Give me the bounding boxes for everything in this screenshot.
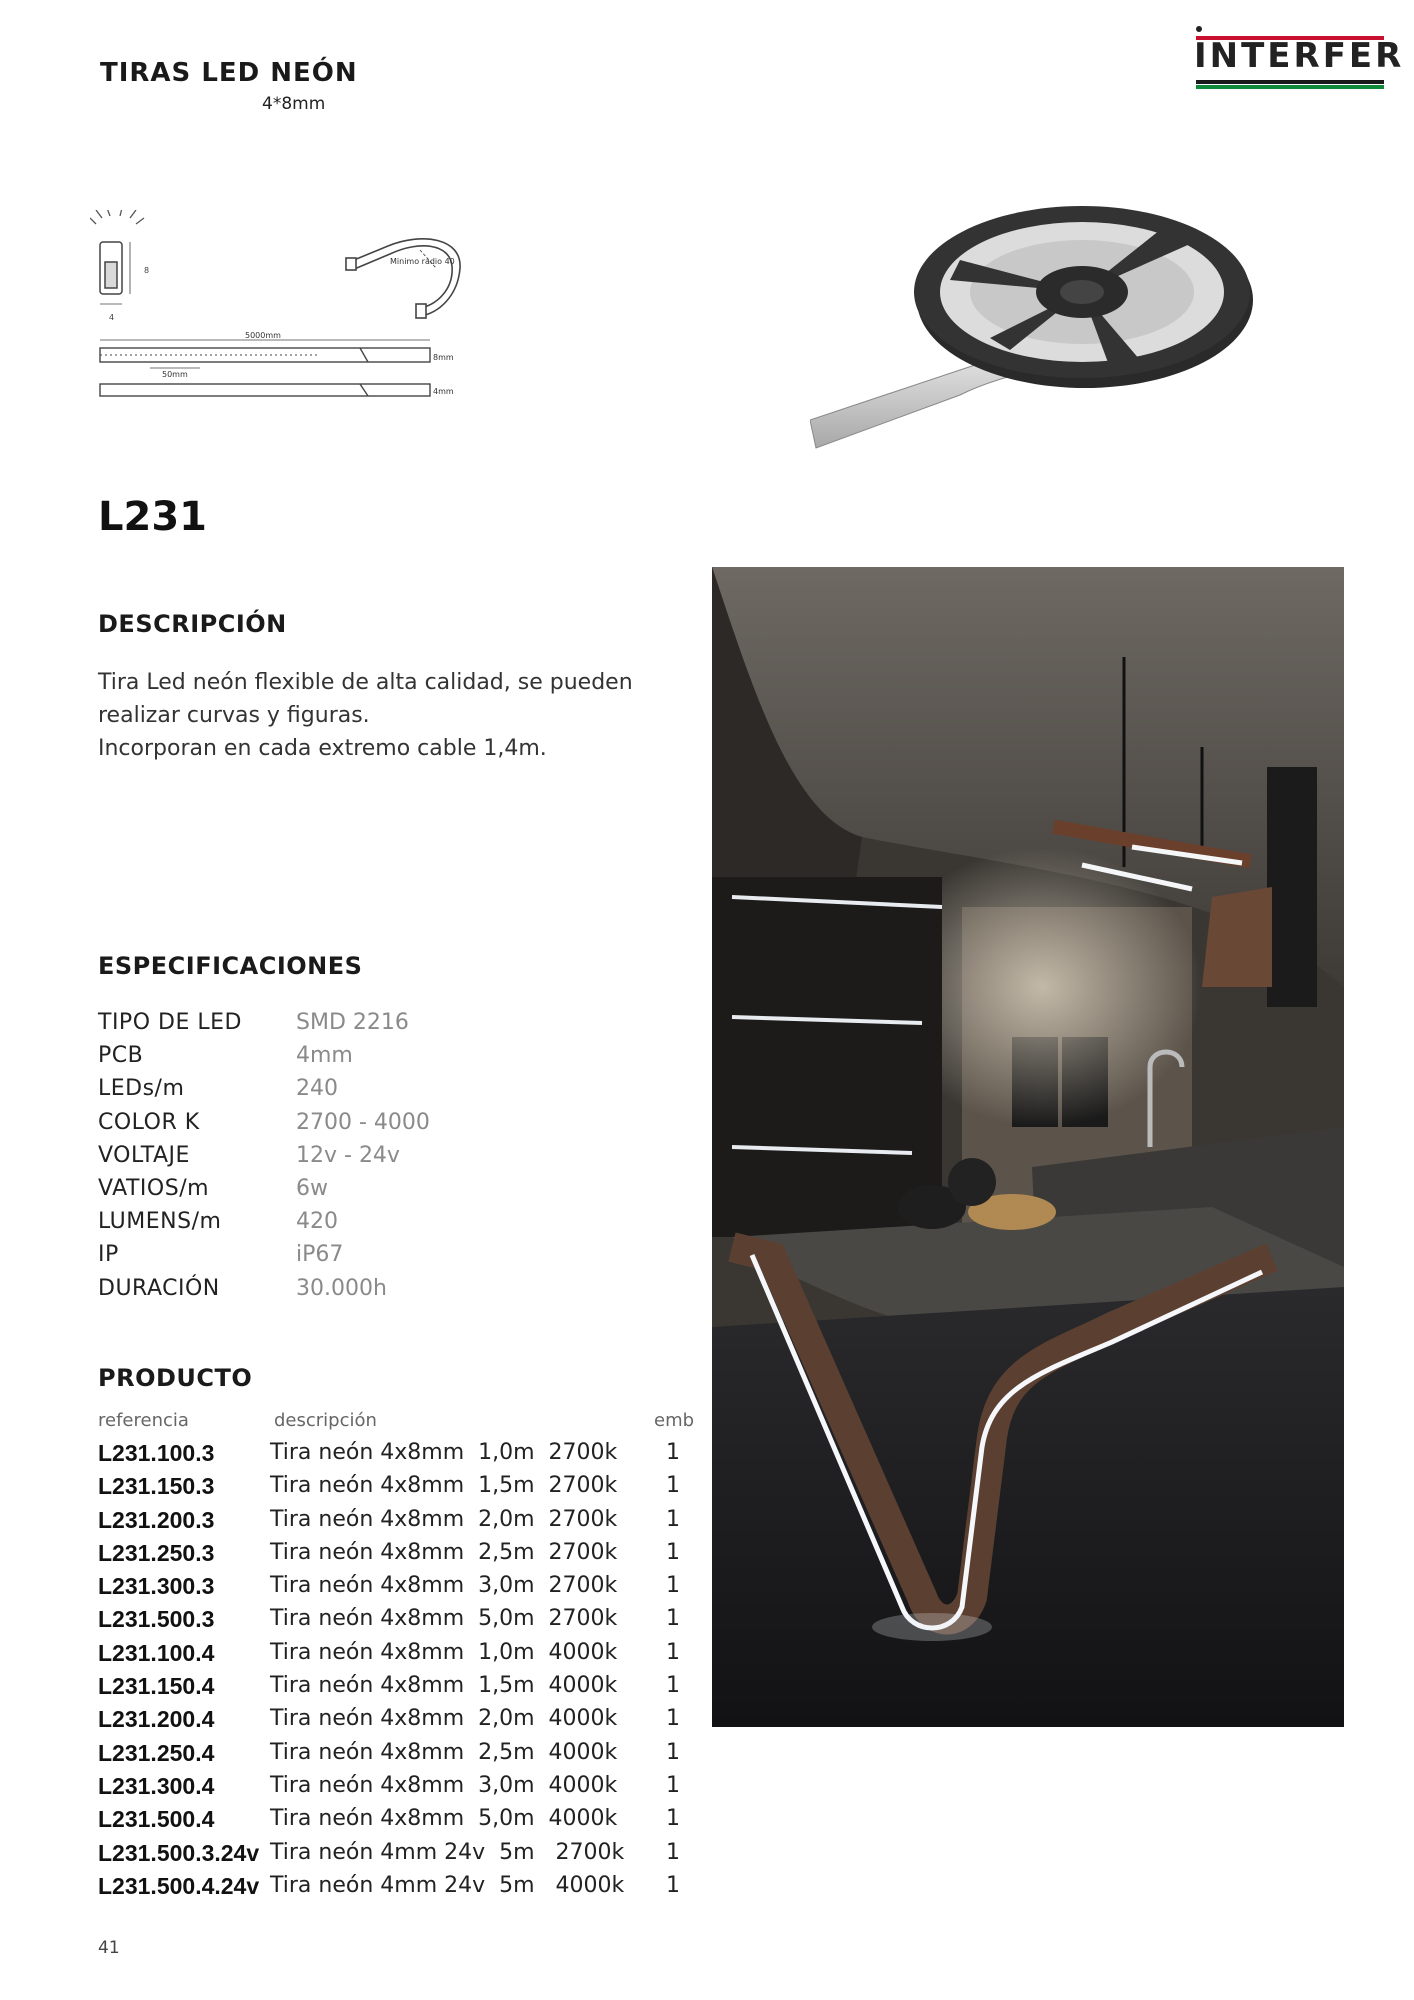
product-emb: 1: [666, 1772, 680, 1798]
description-line: Tira Led neón flexible de alta calidad, se pueden: [98, 670, 633, 695]
product-ref: L231.100.4: [98, 1639, 215, 1666]
product-ref: L231.250.3: [98, 1539, 215, 1566]
product-emb: 1: [666, 1706, 680, 1732]
logo-green-bar: [1196, 85, 1384, 89]
product-ref: L231.150.4: [98, 1673, 215, 1700]
spec-value: SMD 2216: [296, 1010, 409, 1035]
side-width-label: 4mm: [433, 387, 454, 396]
spec-key: LEDs/m: [98, 1076, 185, 1102]
spec-key: LUMENS/m: [98, 1209, 222, 1235]
product-rows: [98, 1440, 698, 1906]
table-row: [98, 1440, 698, 1473]
spec-row: [98, 1172, 430, 1205]
table-row: [98, 1773, 698, 1806]
page-title: TIRAS LED NEÓN: [100, 58, 358, 88]
product-ref: L231.100.3: [98, 1440, 215, 1466]
table-row: [98, 1740, 698, 1773]
spec-value: 12v - 24v: [296, 1142, 400, 1168]
product-ref: L231.250.4: [98, 1739, 215, 1766]
spec-key: IP: [98, 1242, 119, 1268]
product-emb: 1: [666, 1440, 680, 1465]
spec-row: [98, 1205, 430, 1238]
product-emb: 1: [666, 1573, 680, 1599]
specs-heading: ESPECIFICACIONES: [98, 952, 363, 980]
product-table: [98, 1410, 698, 1906]
product-ref: L231.300.3: [98, 1573, 215, 1600]
spec-value: iP67: [296, 1242, 344, 1268]
logo-dot: [1196, 26, 1202, 32]
product-desc: Tira neón 4x8mm 2,5m 2700k: [270, 1539, 618, 1565]
strip-length-label: 5000mm: [245, 331, 281, 340]
spec-key: TIPO DE LED: [98, 1010, 242, 1035]
table-row: [98, 1640, 698, 1673]
spec-value: 420: [296, 1209, 338, 1235]
product-code: L231: [98, 494, 207, 540]
product-emb: 1: [666, 1506, 680, 1532]
product-heading: PRODUCTO: [98, 1364, 253, 1392]
table-row: [98, 1873, 698, 1906]
led-reel-image: [810, 200, 1280, 450]
table-row: [98, 1840, 698, 1873]
spec-key: VOLTAJE: [98, 1142, 190, 1168]
product-emb: 1: [666, 1539, 680, 1565]
product-emb: 1: [666, 1473, 680, 1499]
product-emb: 1: [666, 1673, 680, 1699]
bend-radius-label: Minimo radio 40: [390, 257, 455, 266]
brand-logo: [1194, 26, 1405, 88]
product-emb: 1: [666, 1872, 680, 1898]
light-rays-icon: [90, 210, 144, 224]
product-desc: Tira neón 4x8mm 3,0m 4000k: [270, 1772, 618, 1798]
spec-row: [98, 1238, 430, 1271]
product-desc: Tira neón 4x8mm 1,5m 4000k: [270, 1673, 618, 1699]
description-line: realizar curvas y figuras.: [98, 703, 370, 728]
product-emb: 1: [666, 1639, 680, 1665]
spec-value: 2700 - 4000: [296, 1109, 430, 1135]
product-ref: L231.200.4: [98, 1706, 215, 1733]
product-ref: L231.500.4.24v: [98, 1872, 260, 1899]
product-emb: 1: [666, 1806, 680, 1832]
product-ref: L231.150.3: [98, 1473, 215, 1500]
product-desc: Tira neón 4x8mm 2,5m 4000k: [270, 1739, 618, 1765]
description-text: [98, 666, 658, 765]
table-row: [98, 1673, 698, 1706]
product-desc: Tira neón 4mm 24v 5m 4000k: [270, 1872, 625, 1898]
col-emb-header: emb: [654, 1410, 695, 1431]
spec-value: 240: [296, 1076, 338, 1102]
product-emb: 1: [666, 1739, 680, 1765]
spec-key: VATIOS/m: [98, 1175, 210, 1201]
product-desc: Tira neón 4x8mm 2,0m 2700k: [270, 1506, 618, 1532]
technical-diagram: [90, 210, 470, 410]
spec-row: [98, 1006, 430, 1039]
spec-value: 30.000h: [296, 1275, 387, 1301]
product-ref: L231.200.3: [98, 1506, 215, 1533]
kitchen-photo: [712, 567, 1344, 1727]
col-ref-header: referencia: [98, 1410, 189, 1431]
spec-row: [98, 1039, 430, 1072]
spec-value: 6w: [296, 1175, 328, 1201]
logo-text: INTERFER: [1194, 36, 1405, 76]
spec-key: COLOR K: [98, 1109, 200, 1135]
product-desc: Tira neón 4mm 24v 5m 2700k: [270, 1839, 625, 1865]
dim-width-label: 4: [109, 313, 115, 322]
table-row: [98, 1573, 698, 1606]
product-ref: L231.500.3: [98, 1606, 215, 1633]
table-row: [98, 1540, 698, 1573]
spec-row: [98, 1272, 430, 1305]
product-ref: L231.500.3.24v: [98, 1839, 260, 1866]
product-desc: Tira neón 4x8mm 2,0m 4000k: [270, 1706, 618, 1732]
spec-key: DURACIÓN: [98, 1275, 220, 1301]
product-desc: Tira neón 4x8mm 5,0m 2700k: [270, 1606, 618, 1632]
table-row: [98, 1507, 698, 1540]
table-row: [98, 1606, 698, 1639]
table-row: [98, 1806, 698, 1839]
product-emb: 1: [666, 1606, 680, 1632]
spec-row: [98, 1139, 430, 1172]
table-row: [98, 1473, 698, 1506]
spec-row: [98, 1072, 430, 1105]
product-desc: Tira neón 4x8mm 1,0m 4000k: [270, 1639, 618, 1665]
bend-radius-icon: [346, 239, 460, 318]
product-desc: Tira neón 4x8mm 5,0m 4000k: [270, 1806, 618, 1832]
product-emb: 1: [666, 1839, 680, 1865]
page-number: 41: [98, 1938, 120, 1958]
strip-side-view-icon: [100, 340, 430, 396]
page-subtitle: 4*8mm: [262, 94, 326, 114]
logo-black-bar: [1196, 80, 1384, 84]
description-line: Incorporan en cada extremo cable 1,4m.: [98, 736, 547, 761]
product-ref: L231.300.4: [98, 1772, 215, 1799]
dim-height-label: 8: [144, 266, 150, 275]
specs-table: [98, 1006, 430, 1305]
spec-value: 4mm: [296, 1043, 353, 1069]
table-row: [98, 1706, 698, 1739]
product-desc: Tira neón 4x8mm 3,0m 2700k: [270, 1573, 618, 1599]
product-desc: Tira neón 4x8mm 1,5m 2700k: [270, 1473, 618, 1499]
spec-key: PCB: [98, 1043, 144, 1069]
cut-length-label: 50mm: [162, 370, 188, 379]
product-desc: Tira neón 4x8mm 1,0m 2700k: [270, 1440, 618, 1465]
product-table-header: [98, 1410, 698, 1440]
profile-cross-section-icon: [100, 242, 130, 304]
product-ref: L231.500.4: [98, 1806, 215, 1833]
col-desc-header: descripción: [274, 1410, 377, 1431]
spec-row: [98, 1106, 430, 1139]
description-heading: DESCRIPCIÓN: [98, 610, 287, 638]
side-height-label: 8mm: [433, 353, 454, 362]
